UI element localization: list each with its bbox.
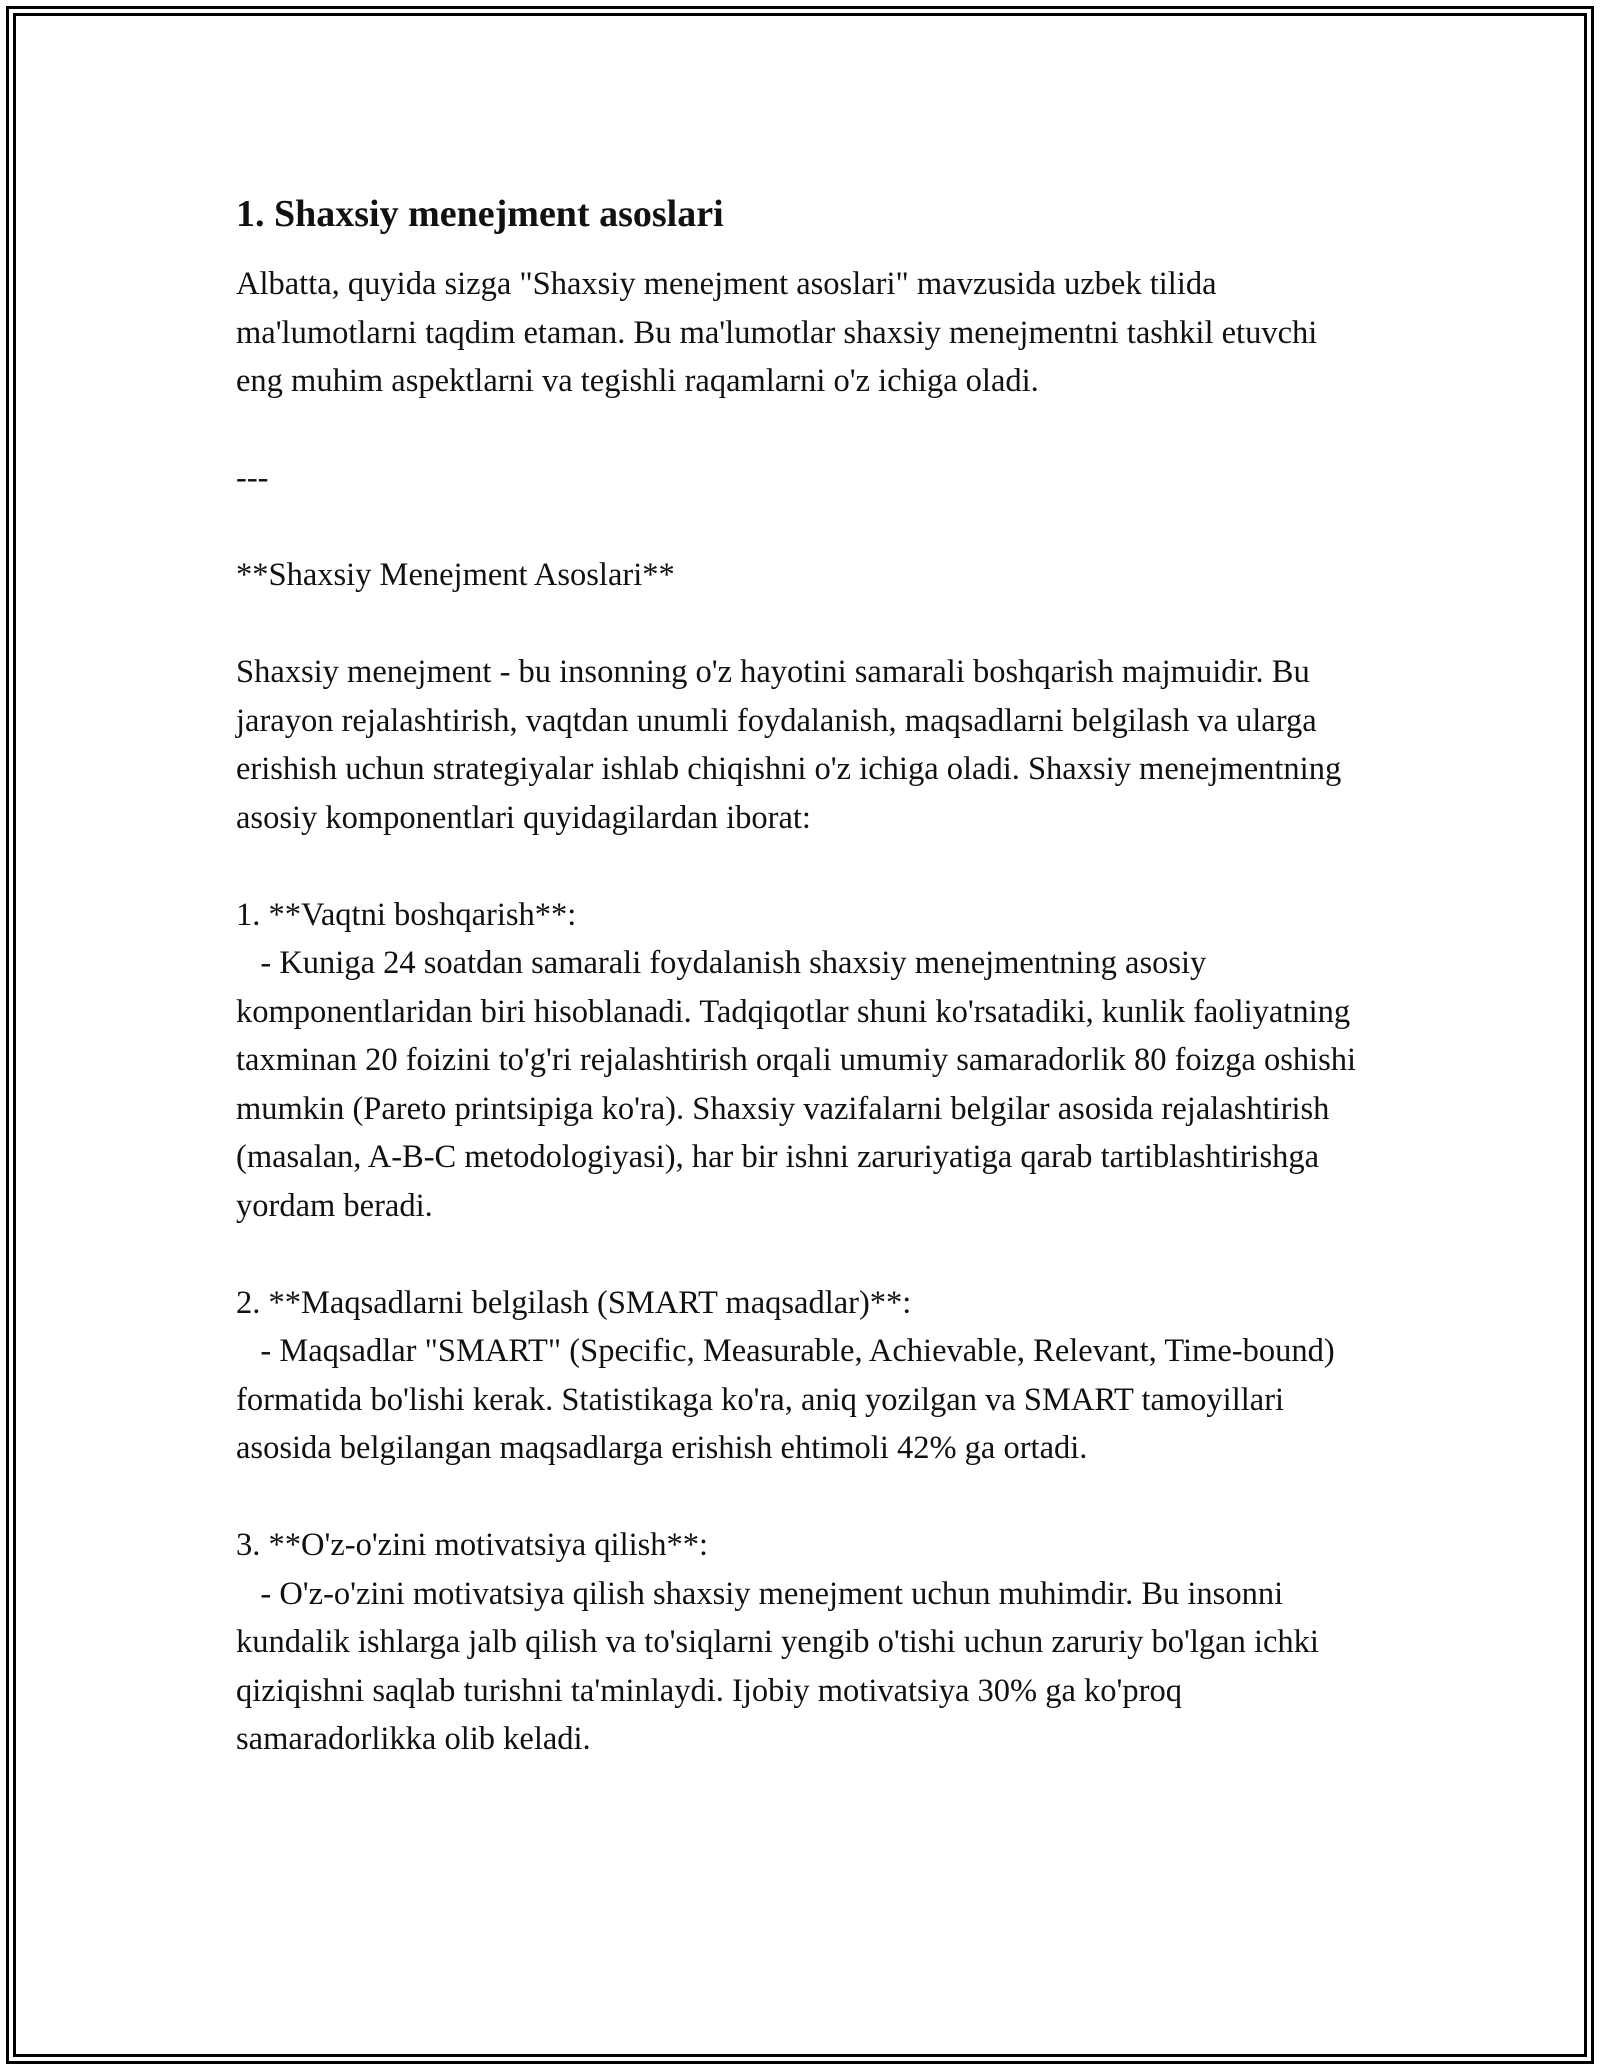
section-title: 3. **O'z-o'zini motivatsiya qilish**:: [236, 1527, 709, 1563]
section-body: - Maqsadlar "SMART" (Specific, Measurable, Achievable, Relevant, Time-bound) formatida bo'lishi kerak. Statistikaga ko'ra, aniq yozilgan va SMART tamoyillari asosida belgilangan maqsadlarga erishish ehtimoli 42% ga ortadi.: [236, 1333, 1343, 1466]
page-title: 1. Shaxsiy menejment asoslari: [236, 193, 724, 235]
section-body: - Kuniga 24 soatdan samarali foydalanish shaxsiy menejmentning asosiy komponentlaridan biri hisoblanadi. Tadqiqotlar shuni ko'rsatadiki, kunlik faoliyatning taxminan 20 foizini to'g'ri rejalashtirish orqali umumiy samaradorlik 80 foizga oshishi mumkin (Pareto printsipiga ko'ra). Shaxsiy vazifalarni belgilar asosida rejalashtirish (masalan, A-B-C metodologiyasi), har bir ishni zaruriyatiga qarab tartiblashtirishga yordam beradi.: [236, 945, 1365, 1224]
section-title: 1. **Vaqtni boshqarish**:: [236, 896, 577, 933]
definition-paragraph: Shaxsiy menejment - bu insonning o'z hayotini samarali boshqarish majmuidir. Bu jarayon rejalashtirish, vaqtdan unumli foydalanish, maqsadlarni belgilash va ularga erishish uchun strategiyalar ishlab chiqishni o'z ichiga oladi. Shaxsiy menejmentning asosiy komponentlari quyidagilardan iborat:: [236, 654, 1350, 836]
intro-paragraph: Albatta, quyida sizga "Shaxsiy menejment asoslari" mavzusida uzbek tilida ma'lumotlarni taqdim etaman. Bu ma'lumotlar shaxsiy menejmentni tashkil etuvchi eng muhim aspektlarni va tegishli raqamlarni o'z ichiga oladi.: [236, 266, 1326, 399]
section-body: - O'z-o'zini motivatsiya qilish shaxsiy menejment uchun muhimdir. Bu insonni kundalik ishlarga jalb qilish va to'siqlarni yengib o'tishi uchun zaruriy bo'lgan ichki qiziqishni saqlab turishni ta'minlaydi. Ijobiy motivatsiya 30% ga ko'proq samaradorlikka olib keladi.: [236, 1575, 1328, 1757]
separator: ---: [236, 460, 269, 496]
section-title: 2. **Maqsadlarni belgilash (SMART maqsadlar)**:: [236, 1284, 912, 1321]
document-body: [236, 186, 1366, 1764]
subtitle: **Shaxsiy Menejment Asoslari**: [236, 557, 675, 593]
